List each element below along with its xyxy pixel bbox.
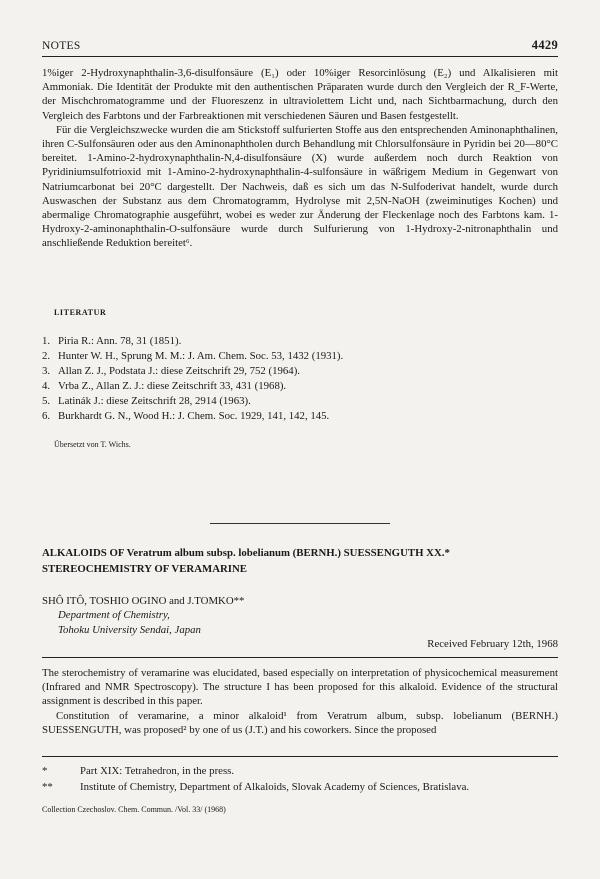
article-title [42,545,558,577]
journal-citation: Collection Czechoslov. Chem. Commun. /Vol. 33/ (1968) [42,805,226,814]
reference-item: 3. Allan Z. J., Podstata J.: diese Zeitschrift 29, 752 (1964). [42,365,300,377]
affiliation [58,608,201,637]
translator-credit: Übersetzt von T. Wichs. [54,440,131,449]
abstract [42,666,558,737]
paragraph-1: 1%iger 2-Hydroxynaphthalin-3,6-disulfonsäure (E₁) oder 10%iger Resorcinlösung (E₂) und Alkalisieren mit Ammoniak. Die Identität der Produkte mit den authentischen Präparaten wurde durch den Vergleich der R_F-Werte, der Mischchromatogramme und der Fluoreszenz in ultraviolettem Licht und, nach Sichtbarmachung, durch den Vergleich des Farbtons und der Farbreaktionen mit verschiedenen Säuren und Basen festgestellt. [42,67,558,122]
reference-item: 1. Piria R.: Ann. 78, 31 (1851). [42,335,182,347]
footnote-item: ** Institute of Chemistry, Department of Alkaloids, Slovak Academy of Sciences, Bratislava. [42,781,470,793]
abstract-top-rule [42,657,558,658]
running-header [42,38,558,57]
literatur-heading: LITERATUR [54,308,107,317]
continued-text [42,66,558,251]
reference-item: 5. Latinák J.: diese Zeitschrift 28, 2914 (1963). [42,395,251,407]
author-list: SHÔ ITÔ, TOSHIO OGINO and J.TOMKO** [42,595,245,607]
received-date: Received February 12th, 1968 [427,638,558,650]
section-divider [210,523,390,524]
reference-item: 2. Hunter W. H., Sprung M. M.: J. Am. Chem. Soc. 53, 1432 (1931). [42,350,344,362]
affiliation-department: Department of Chemistry, [58,609,170,621]
abstract-paragraph-1: The sterochemistry of veramarine was elucidated, based especially on interpretation of physicochemical measurement (Infrared and NMR Spectroscopy). The structure I has been proposed for this alkaloid. Evidence of the structural assignment is described in this paper. [42,667,558,708]
reference-item: 4. Vrba Z., Allan Z. J.: diese Zeitschrift 33, 431 (1968). [42,380,287,392]
reference-list [42,334,558,424]
affiliation-university: Tohoku University Sendai, Japan [58,623,201,636]
footnote-item: * Part XIX: Tetrahedron, in the press. [42,765,235,777]
reference-item: 6. Burkhardt G. N., Wood H.: J. Chem. Soc. 1929, 141, 142, 145. [42,410,330,422]
abstract-paragraph-2: Constitution of veramarine, a minor alkaloid¹ from Veratrum album, subsp. lobelianum (BERNH.) SUESSENGUTH, was proposed² by one of us (J.T.) and his coworkers. Since the proposed [42,709,558,736]
title-line-1: ALKALOIDS OF Veratrum album subsp. lobelianum (BERNH.) SUESSENGUTH XX.* [42,547,450,559]
paragraph-2: Für die Vergleichszwecke wurden die am Stickstoff sulfurierten Stoffe aus den entsprechenden Aminonaphthalinen, ihren C-Sulfonsäuren oder aus den Aminonaphtholen durch Behandlung mit Chlorsulfonsäure in Pyridin bei 20—80°C bereitet. 1-Amino-2-hydroxynaphthalin-N,4-disulfonsäure (X) wurde außerdem noch durch Reaktion von Pyridiniumsulfotrioxid mit 1-Amino-2-hydroxynaphthalin-4-sulfonsäure in wäßrigem Medium in Gegenwart von Natriumcarbonat bei 20°C dargestellt. Der Nachweis, daß es sich um das N-Sulfoderivat handelt, wurde durch Auswaschen der Substanz aus dem Chromatogramm, Hydrolyse mit 2,5N-NaOH (zweiminutiges Kochen) und abermalige Chromatographie ausgeführt, wobei es weder zur Änderung der Fleckenlage noch des Farbtons kam. 1-Hydroxy-2-aminonaphthalin-O-sulfonsäure wurde durch Sulfurierung von 1-Hydroxy-2-nitronaphthalin und anschließende Reduktion bereitet⁶. [42,123,558,250]
footnotes [42,763,558,795]
section-name: NOTES [42,40,81,52]
footnote-rule [42,756,558,757]
title-line-2: STEREOCHEMISTRY OF VERAMARINE [42,563,247,575]
page-number: 4429 [531,38,558,52]
